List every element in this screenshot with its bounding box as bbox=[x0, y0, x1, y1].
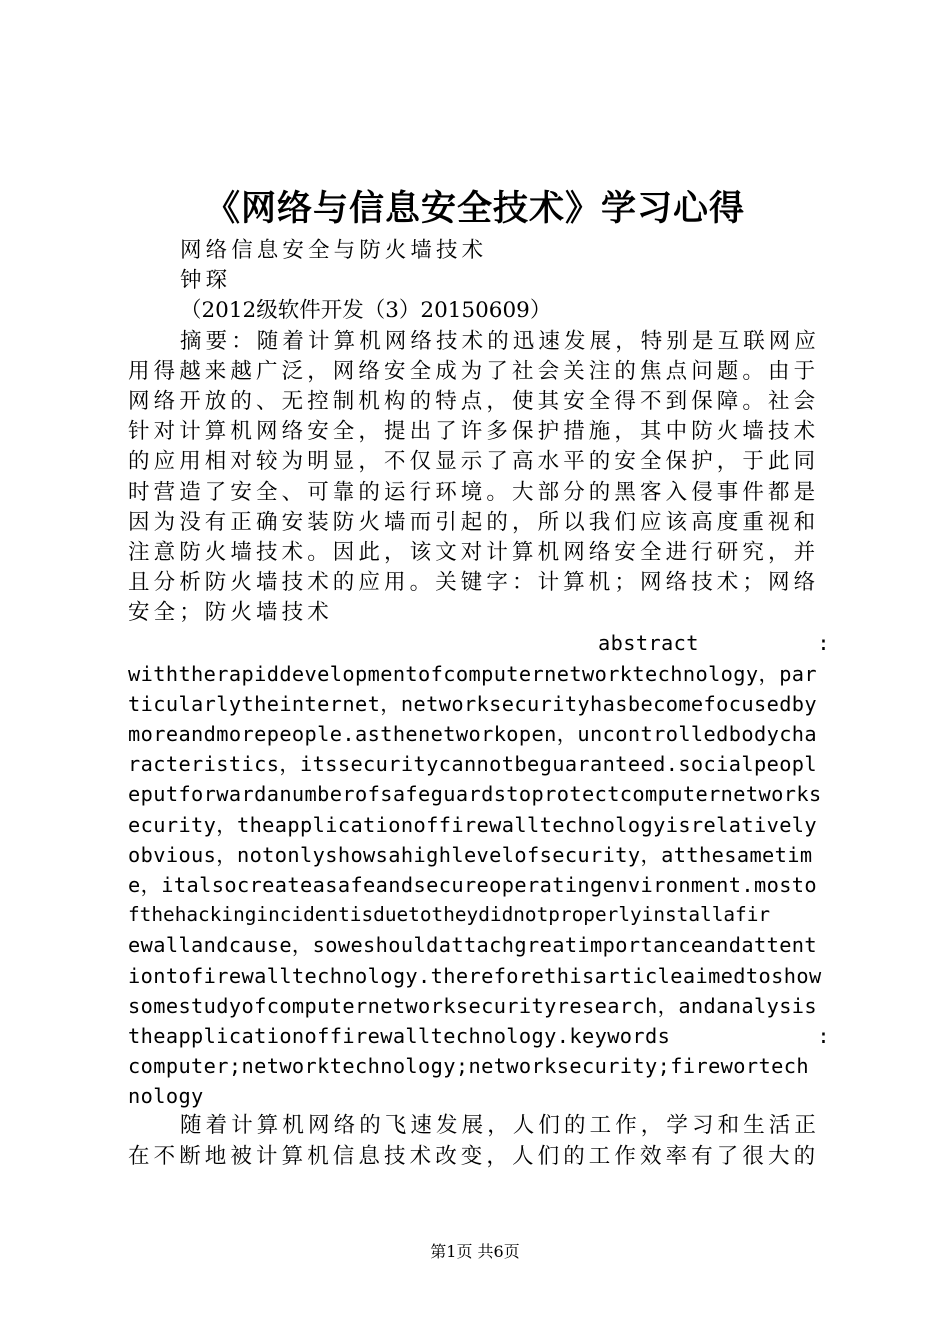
author-name: 钟琛 bbox=[180, 268, 232, 294]
abstract-en-line: fthehackingincidentisduetotheydidnotproperlyinstallafir bbox=[128, 903, 771, 927]
page-footer: 第1页 共6页 bbox=[430, 1242, 520, 1261]
abstract-en-line: moreandmorepeople.asthenetworkopen，uncontrolledbodycha bbox=[128, 722, 818, 746]
abstract-en-line: iontofirewalltechnology.thereforethisarticleaimedtoshow bbox=[128, 963, 822, 988]
document-body bbox=[128, 236, 830, 1172]
abstract-en-line: ticularlytheinternet，networksecurityhasbecomefocusedby bbox=[128, 691, 818, 716]
abstract-cn-line: 且分析防火墙技术的应用。关键字：计算机；网络技术；网络 bbox=[128, 570, 820, 596]
abstract-en-line: somestudyofcomputernetworksecurityresearch，andanalysis bbox=[128, 993, 818, 1018]
abstract-en-line: racteristics，itssecuritycannotbeguaranteed.socialpeopl bbox=[128, 752, 818, 777]
abstract-cn-line: 针对计算机网络安全，提出了许多保护措施，其中防火墙技术 bbox=[128, 419, 820, 445]
abstract-colon: : bbox=[817, 631, 830, 656]
abstract-cn-line: 因为没有正确安装防火墙而引起的，所以我们应该高度重视和 bbox=[128, 509, 820, 535]
abstract-en-heading bbox=[128, 628, 830, 658]
document-title: 《网络与信息安全技术》学习心得 bbox=[204, 188, 745, 229]
body-paragraph-line: 随着计算机网络的飞速发展，人们的工作，学习和生活正 bbox=[180, 1113, 821, 1139]
abstract-cn-line: 网络开放的、无控制机构的特点，使其安全得不到保障。社会 bbox=[128, 388, 820, 414]
abstract-label: abstract bbox=[598, 631, 699, 656]
abstract-en-line: ecurity，theapplicationoffirewalltechnologyisrelatively bbox=[128, 812, 818, 837]
abstract-en-line: obvious，notonlyshowsahighlevelofsecurity，atthesametim bbox=[128, 842, 813, 867]
keywords-prefix: theapplicationoffirewalltechnology.keywords bbox=[128, 1023, 671, 1048]
abstract-en-line: eputforwardanumberofsafeguardstoprotectcomputernetworks bbox=[128, 782, 822, 807]
body-paragraph-line: 在不断地被计算机信息技术改变，人们的工作效率有了很大的 bbox=[128, 1143, 820, 1169]
class-info: （2012级软件开发（3）20150609） bbox=[180, 298, 552, 324]
keywords-heading bbox=[128, 1021, 830, 1051]
abstract-en-line: e，italsocreateasafeandsecureoperatingenvironment.mosto bbox=[128, 872, 818, 897]
abstract-cn-line: 用得越来越广泛，网络安全成为了社会关注的焦点问题。由于 bbox=[128, 358, 820, 384]
keywords-tail: nology bbox=[128, 1084, 204, 1109]
subtitle: 网络信息安全与防火墙技术 bbox=[180, 238, 488, 263]
abstract-en-line: ewallandcause，soweshouldattachgreatimportanceandattent bbox=[128, 933, 818, 958]
keywords-colon: : bbox=[817, 1023, 830, 1048]
abstract-cn-line: 的应用相对较为明显，不仅显示了高水平的安全保护，于此同 bbox=[128, 449, 820, 475]
abstract-cn-line: 摘要：随着计算机网络技术的迅速发展，特别是互联网应 bbox=[180, 328, 821, 354]
keywords-line: computer;networktechnology;networksecurity;firewortech bbox=[128, 1054, 809, 1079]
abstract-cn-line: 时营造了安全、可靠的运行环境。大部分的黑客入侵事件都是 bbox=[128, 479, 820, 505]
abstract-cn-line: 安全；防火墙技术 bbox=[128, 600, 333, 626]
abstract-en-line: withtherapiddevelopmentofcomputernetworktechnology，par bbox=[128, 661, 818, 686]
abstract-cn-line: 注意防火墙技术。因此，该文对计算机网络安全进行研究，并 bbox=[128, 539, 820, 565]
